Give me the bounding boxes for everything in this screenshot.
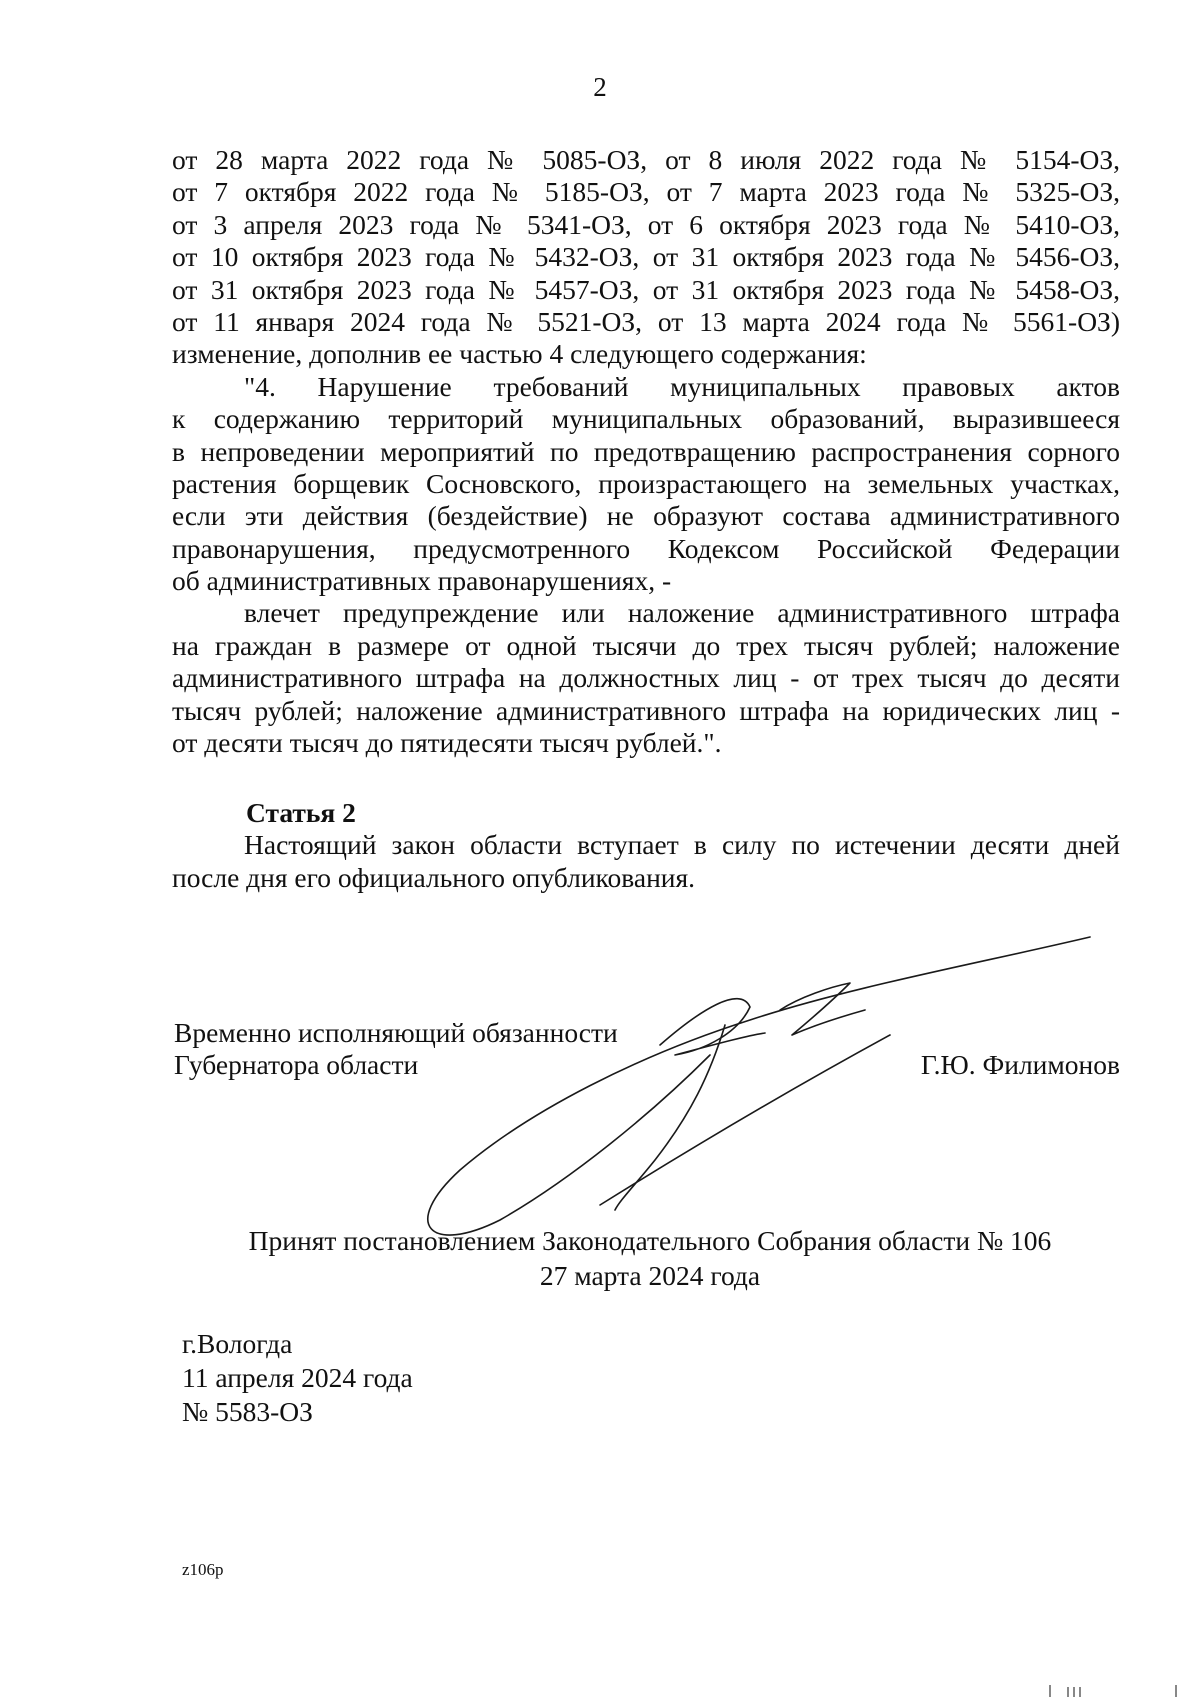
amendment-line: к содержанию территорий муниципальных образований, выразившееся	[172, 403, 1120, 435]
amendment-text	[172, 144, 1120, 759]
adoption-line: Принят постановлением Законодательного Собрания области № 106	[248, 1225, 1052, 1256]
law-date: 11 апреля 2024 года	[182, 1362, 413, 1393]
amendment-line: изменение, дополнив ее частью 4 следующего содержания:	[172, 338, 867, 370]
amendment-line: от 3 апреля 2023 года № 5341-ОЗ, от 6 октября 2023 года № 5410-ОЗ,	[172, 208, 1120, 240]
amendment-line: об административных правонарушениях, -	[172, 565, 672, 597]
amendment-line: если эти действия (бездействие) не образуют состава административного	[172, 500, 1120, 532]
article-line: после дня его официального опубликования.	[172, 861, 696, 893]
amendment-line: тысяч рублей; наложение административного штрафа на юридических лиц -	[172, 694, 1120, 726]
amendment-line: правонарушения, предусмотренного Кодексом Российской Федерации	[172, 532, 1120, 564]
amendment-line: влечет предупреждение или наложение административного штрафа	[244, 597, 1120, 629]
article-title: Статья 2	[246, 797, 356, 828]
signatory-name: Г.Ю. Филимонов	[920, 1049, 1120, 1080]
amendment-line: от 11 января 2024 года № 5521-ОЗ, от 13 марта 2024 года № 5561-ОЗ)	[172, 305, 1120, 337]
article-line: Настоящий закон области вступает в силу по истечении десяти дней	[244, 829, 1120, 861]
adoption-date: 27 марта 2024 года	[539, 1260, 761, 1291]
page-number: 2	[593, 72, 607, 102]
amendment-line: в непроведении мероприятий по предотвращению распространения сорного	[172, 435, 1120, 467]
amendment-line: от 28 марта 2022 года № 5085-ОЗ, от 8 июля 2022 года № 5154-ОЗ,	[172, 144, 1120, 175]
amendment-line: от десяти тысяч до пятидесяти тысяч рублей.".	[172, 727, 722, 759]
document-code: z106p	[182, 1560, 224, 1579]
position-line: Временно исполняющий обязанности	[174, 1017, 618, 1048]
position-line: Губернатора области	[174, 1049, 419, 1080]
amendment-line: растения борщевик Сосновского, произрастающего на земельных участках,	[172, 467, 1120, 499]
article-2	[172, 797, 1120, 894]
handwritten-signature	[420, 925, 1100, 1245]
law-number: № 5583-ОЗ	[182, 1396, 313, 1427]
amendment-line: от 10 октября 2023 года № 5432-ОЗ, от 31 октября 2023 года № 5456-ОЗ,	[172, 241, 1120, 273]
law-footer	[182, 1327, 413, 1429]
scan-edge-marks	[1040, 1683, 1190, 1697]
amendment-line: "4. Нарушение требований муниципальных правовых актов	[244, 370, 1120, 402]
amendment-line: от 31 октября 2023 года № 5457-ОЗ, от 31 октября 2023 года № 5458-ОЗ,	[172, 273, 1120, 305]
amendment-line: на граждан в размере от одной тысячи до трех тысяч рублей; наложение	[172, 629, 1120, 661]
adoption-note	[0, 1223, 1200, 1293]
city: г.Вологда	[182, 1328, 293, 1359]
amendment-line: от 7 октября 2022 года № 5185-ОЗ, от 7 марта 2023 года № 5325-ОЗ,	[172, 176, 1120, 208]
amendment-line: административного штрафа на должностных лиц - от трех тысяч до десяти	[172, 662, 1120, 694]
